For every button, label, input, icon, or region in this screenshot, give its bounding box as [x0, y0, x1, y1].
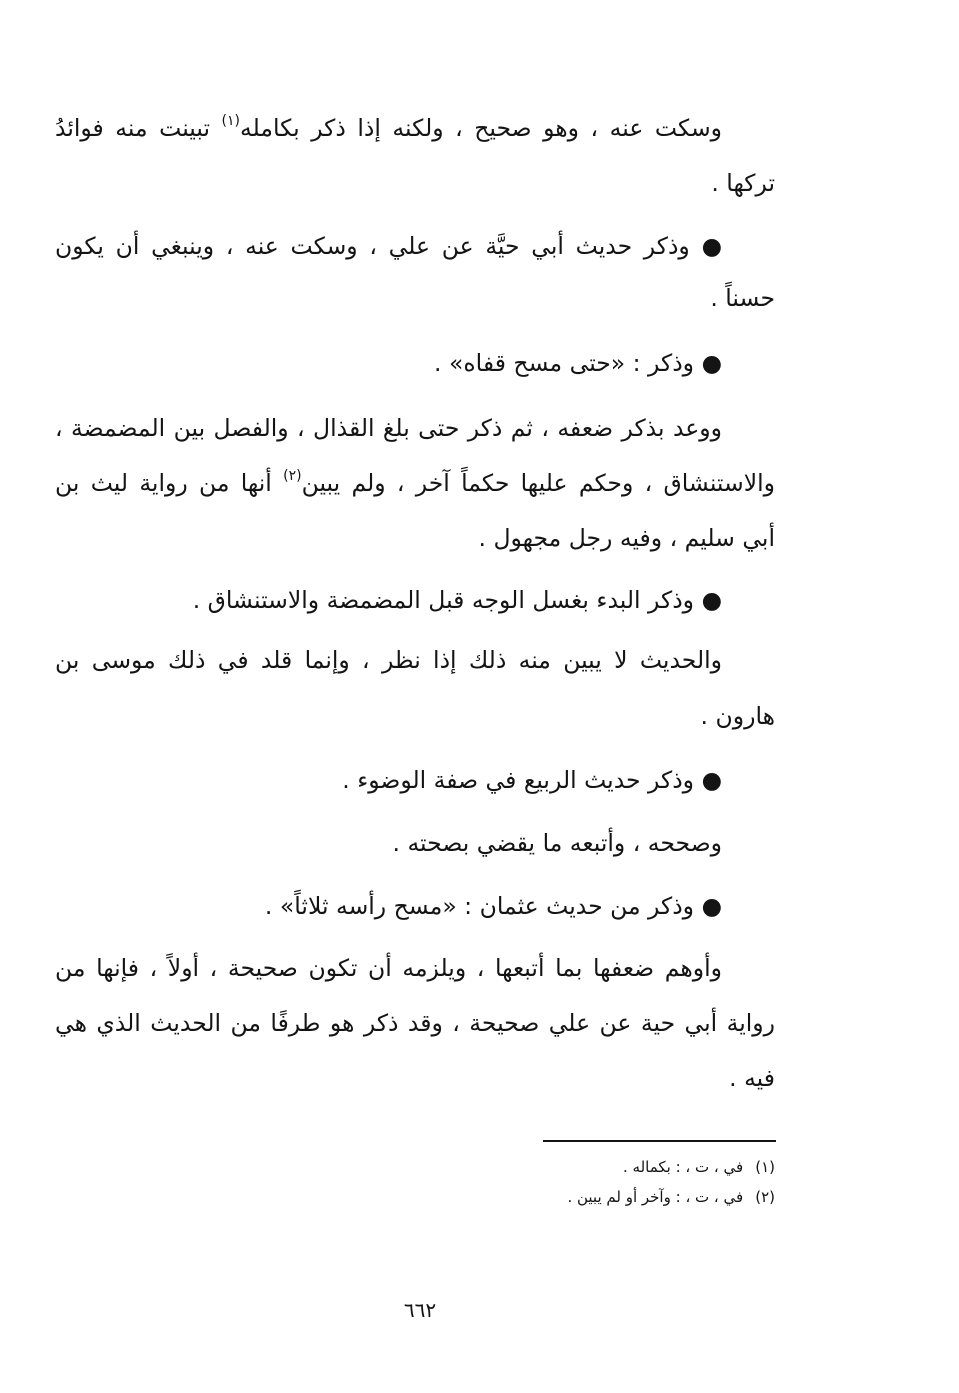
text-line: هارون . — [700, 702, 775, 730]
text-line: والحديث لا يبين منه ذلك إذا نظر ، وإنما قلد في ذلك موسى بن — [55, 646, 722, 674]
line-text: وسكت عنه ، وهو صحيح ، ولكنه إذا ذكر بكامله — [240, 114, 722, 142]
bullet-line: ● وذكر البدء بغسل الوجه قبل المضمضة والاستنشاق . — [192, 586, 722, 614]
footnote-text: في ، ت ، : بكماله . — [622, 1158, 744, 1176]
bullet-line: ● وذكر حديث الربيع في صفة الوضوء . — [342, 766, 722, 794]
text-line: فيه . — [729, 1064, 775, 1092]
text-line: رواية أبي حية عن علي صحيحة ، وقد ذكر هو طرفًا من الحديث الذي هي — [55, 1009, 775, 1037]
text-line: ووعد بذكر ضعفه ، ثم ذكر حتى بلغ القذال ، والفصل بين المضمضة ، — [55, 414, 722, 442]
page-number: ٦٦٢ — [403, 1298, 437, 1322]
footnote-marker: (٢) — [755, 1188, 775, 1206]
footnote-ref: (٢) — [283, 468, 302, 484]
bullet-line: ● وذكر حديث أبي حيَّة عن علي ، وسكت عنه ، وينبغي أن يكون — [55, 232, 722, 260]
footnote-ref: (١) — [221, 113, 241, 129]
footnote — [567, 1186, 775, 1208]
text-line: تركها . — [711, 169, 775, 197]
line-text: تبينت منه فوائدُ — [55, 114, 222, 142]
line-text: والاستنشاق ، وحكم عليها حكماً آخر ، ولم يبين — [301, 469, 775, 497]
footnote-marker: (١) — [755, 1158, 775, 1176]
footnote-separator — [543, 1140, 776, 1142]
text-line — [55, 106, 722, 150]
text-line: وصححه ، وأتبعه ما يقضي بصحته . — [392, 829, 722, 857]
footnote-text: في ، ت ، : وآخر أو لم يبين . — [567, 1188, 744, 1206]
bullet-line: ● وذكر : «حتى مسح قفاه» . — [434, 349, 722, 377]
bullet-line: ● وذكر من حديث عثمان : «مسح رأسه ثلاثاً» . — [264, 892, 722, 920]
text-line: أبي سليم ، وفيه رجل مجهول . — [478, 524, 775, 552]
text-line: حسناً . — [710, 284, 775, 312]
line-text: أنها من رواية ليث بن — [55, 469, 284, 497]
text-line: وأوهم ضعفها بما أتبعها ، ويلزمه أن تكون صحيحة ، أولاً ، فإنها من — [55, 954, 722, 982]
footnote — [623, 1156, 775, 1178]
text-line — [55, 461, 775, 505]
